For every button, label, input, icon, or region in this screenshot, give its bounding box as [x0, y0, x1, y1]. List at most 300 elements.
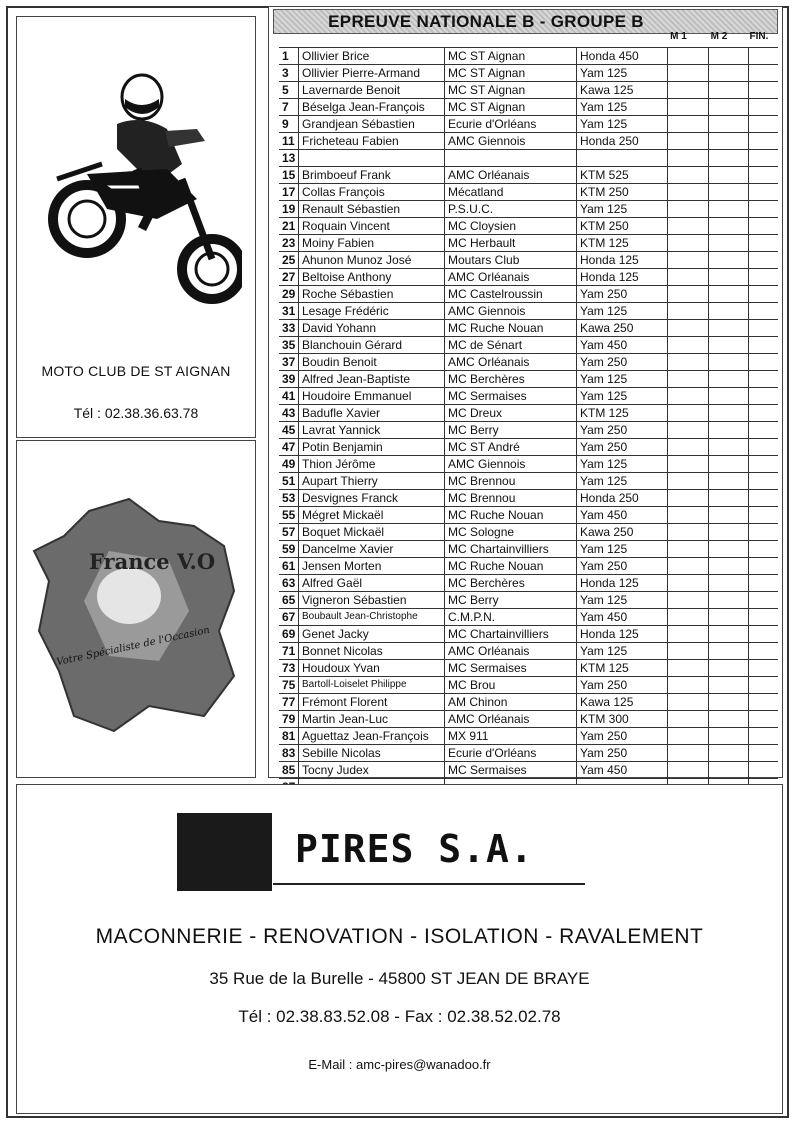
fin-cell — [749, 609, 778, 625]
fin-cell — [749, 660, 778, 676]
rider-club: MC Berchères — [445, 575, 577, 591]
rider-club: MC ST Aignan — [445, 82, 577, 98]
rider-club: MC Herbault — [445, 235, 577, 251]
rider-number: 85 — [279, 762, 299, 778]
fin-cell — [749, 643, 778, 659]
m1-cell — [668, 201, 709, 217]
m1-cell — [668, 626, 709, 642]
m1-cell — [668, 150, 709, 166]
m2-cell — [709, 218, 749, 234]
rider-number: 37 — [279, 354, 299, 370]
rider-bike: Yam 250 — [577, 422, 668, 438]
rider-bike: Yam 250 — [577, 286, 668, 302]
rider-bike: Honda 125 — [577, 269, 668, 285]
rider-number: 51 — [279, 473, 299, 489]
table-row — [279, 728, 778, 745]
rider-club: MC Chartainvilliers — [445, 626, 577, 642]
m2-cell — [709, 82, 749, 98]
m2-cell — [709, 371, 749, 387]
table-row — [279, 82, 778, 99]
rider-name: Collas François — [299, 184, 445, 200]
m1-cell — [668, 711, 709, 727]
rider-name: Boubault Jean-Christophe — [299, 609, 445, 625]
rider-bike: Kawa 125 — [577, 82, 668, 98]
rider-club: MC Berchères — [445, 371, 577, 387]
rider-name: Badufle Xavier — [299, 405, 445, 421]
rider-number: 19 — [279, 201, 299, 217]
m2-cell — [709, 558, 749, 574]
rider-number: 33 — [279, 320, 299, 336]
m2-cell — [709, 439, 749, 455]
rider-name: Martin Jean-Luc — [299, 711, 445, 727]
m1-cell — [668, 184, 709, 200]
rider-bike — [577, 150, 668, 166]
m1-cell — [668, 218, 709, 234]
rider-bike: Yam 125 — [577, 303, 668, 319]
rider-bike: Yam 250 — [577, 558, 668, 574]
m2-cell — [709, 354, 749, 370]
fin-cell — [749, 694, 778, 710]
table-row — [279, 507, 778, 524]
m1-cell — [668, 320, 709, 336]
rider-bike: KTM 525 — [577, 167, 668, 183]
rider-bike: Yam 125 — [577, 116, 668, 132]
m2-cell — [709, 660, 749, 676]
rider-club: MC ST André — [445, 439, 577, 455]
rider-name: Blanchouin Gérard — [299, 337, 445, 353]
company-name: PIRES S.A. — [295, 827, 534, 871]
table-row — [279, 133, 778, 150]
m2-cell — [709, 99, 749, 115]
table-row — [279, 269, 778, 286]
company-address: 35 Rue de la Burelle - 45800 ST JEAN DE BRAYE — [209, 969, 590, 988]
table-row — [279, 490, 778, 507]
rider-club: AMC Orléanais — [445, 643, 577, 659]
pires-sponsor-panel — [16, 784, 783, 1114]
col-header-m2: M 2 — [710, 31, 728, 42]
rider-bike: Honda 125 — [577, 252, 668, 268]
m1-cell — [668, 643, 709, 659]
fin-cell — [749, 456, 778, 472]
rider-club: MC Berry — [445, 422, 577, 438]
rider-bike: KTM 300 — [577, 711, 668, 727]
m1-cell — [668, 48, 709, 64]
rider-number: 15 — [279, 167, 299, 183]
rider-name: Aguettaz Jean-François — [299, 728, 445, 744]
m2-cell — [709, 133, 749, 149]
fin-cell — [749, 745, 778, 761]
table-row — [279, 201, 778, 218]
rider-number: 79 — [279, 711, 299, 727]
rider-number: 49 — [279, 456, 299, 472]
fin-cell — [749, 116, 778, 132]
rider-bike: Yam 250 — [577, 439, 668, 455]
m1-cell — [668, 303, 709, 319]
table-row — [279, 337, 778, 354]
table-row — [279, 116, 778, 133]
pires-logo-block — [177, 813, 272, 891]
m2-cell — [709, 65, 749, 81]
rider-number: 31 — [279, 303, 299, 319]
fin-cell — [749, 507, 778, 523]
table-row — [279, 286, 778, 303]
rider-bike: Kawa 125 — [577, 694, 668, 710]
col-header-fin: FIN. — [749, 31, 769, 42]
fin-cell — [749, 541, 778, 557]
fin-cell — [749, 303, 778, 319]
rider-bike: Yam 125 — [577, 541, 668, 557]
rider-number: 73 — [279, 660, 299, 676]
rider-club: AM Chinon — [445, 694, 577, 710]
rider-number: 71 — [279, 643, 299, 659]
rider-name: Aupart Thierry — [299, 473, 445, 489]
rider-bike: Yam 125 — [577, 201, 668, 217]
club-phone: Tél : 02.38.36.63.78 — [73, 405, 199, 421]
rider-club: MC Cloysien — [445, 218, 577, 234]
rider-bike: Yam 450 — [577, 762, 668, 778]
table-row — [279, 592, 778, 609]
company-email: E-Mail : amc-pires@wanadoo.fr — [308, 1057, 491, 1072]
m2-cell — [709, 201, 749, 217]
rider-name: Potin Benjamin — [299, 439, 445, 455]
m1-cell — [668, 677, 709, 693]
table-row — [279, 456, 778, 473]
m2-cell — [709, 269, 749, 285]
france-map-logo — [19, 481, 251, 751]
rider-number: 21 — [279, 218, 299, 234]
table-row — [279, 99, 778, 116]
m1-cell — [668, 694, 709, 710]
m2-cell — [709, 541, 749, 557]
rider-number: 63 — [279, 575, 299, 591]
rider-name: David Yohann — [299, 320, 445, 336]
m2-cell — [709, 422, 749, 438]
rider-number: 77 — [279, 694, 299, 710]
company-services: MACONNERIE - RENOVATION - ISOLATION - RAVALEMENT — [95, 925, 704, 948]
rider-name: Thion Jérôme — [299, 456, 445, 472]
rider-club: P.S.U.C. — [445, 201, 577, 217]
club-panel — [16, 16, 256, 438]
rider-number: 5 — [279, 82, 299, 98]
m1-cell — [668, 116, 709, 132]
rider-club — [445, 150, 577, 166]
fin-cell — [749, 558, 778, 574]
rider-number: 41 — [279, 388, 299, 404]
rider-club: AMC Giennois — [445, 303, 577, 319]
rider-bike: Yam 125 — [577, 643, 668, 659]
table-row — [279, 473, 778, 490]
rider-club: MC Berry — [445, 592, 577, 608]
rider-number: 75 — [279, 677, 299, 693]
rider-bike: Yam 125 — [577, 371, 668, 387]
table-row — [279, 660, 778, 677]
fin-cell — [749, 626, 778, 642]
m1-cell — [668, 660, 709, 676]
rider-bike: Kawa 250 — [577, 524, 668, 540]
m2-cell — [709, 48, 749, 64]
m2-cell — [709, 524, 749, 540]
table-row — [279, 609, 778, 626]
fin-cell — [749, 439, 778, 455]
rider-bike: Yam 250 — [577, 677, 668, 693]
rider-name: Ollivier Pierre-Armand — [299, 65, 445, 81]
rider-club: C.M.P.N. — [445, 609, 577, 625]
m1-cell — [668, 745, 709, 761]
fin-cell — [749, 388, 778, 404]
rider-club: MC Dreux — [445, 405, 577, 421]
rider-club: MC ST Aignan — [445, 99, 577, 115]
m1-cell — [668, 762, 709, 778]
m2-cell — [709, 677, 749, 693]
rider-number: 39 — [279, 371, 299, 387]
rider-number: 55 — [279, 507, 299, 523]
table-title: EPREUVE NATIONALE B - GROUPE B — [328, 12, 644, 31]
m2-cell — [709, 184, 749, 200]
table-row — [279, 643, 778, 660]
m1-cell — [668, 286, 709, 302]
rider-name: Lavernarde Benoit — [299, 82, 445, 98]
m2-cell — [709, 490, 749, 506]
rider-club: MC Sologne — [445, 524, 577, 540]
fin-cell — [749, 711, 778, 727]
rider-name: Mégret Mickaël — [299, 507, 445, 523]
table-row — [279, 252, 778, 269]
rider-name: Bonnet Nicolas — [299, 643, 445, 659]
fin-cell — [749, 354, 778, 370]
rider-number: 81 — [279, 728, 299, 744]
m2-cell — [709, 116, 749, 132]
m1-cell — [668, 473, 709, 489]
m1-cell — [668, 456, 709, 472]
table-row — [279, 524, 778, 541]
m2-cell — [709, 235, 749, 251]
fin-cell — [749, 762, 778, 778]
m2-cell — [709, 609, 749, 625]
rider-club: MC Ruche Nouan — [445, 320, 577, 336]
table-row — [279, 694, 778, 711]
m1-cell — [668, 490, 709, 506]
rider-number: 25 — [279, 252, 299, 268]
fin-cell — [749, 133, 778, 149]
rider-bike: Yam 450 — [577, 609, 668, 625]
table-row — [279, 575, 778, 592]
rider-bike: Honda 125 — [577, 575, 668, 591]
rider-name: Houdoux Yvan — [299, 660, 445, 676]
m1-cell — [668, 235, 709, 251]
rider-number: 23 — [279, 235, 299, 251]
rider-club: MC Ruche Nouan — [445, 507, 577, 523]
rider-name: Lavrat Yannick — [299, 422, 445, 438]
rider-club: MC ST Aignan — [445, 48, 577, 64]
m2-cell — [709, 150, 749, 166]
rider-club: Mécatland — [445, 184, 577, 200]
m2-cell — [709, 388, 749, 404]
fin-cell — [749, 490, 778, 506]
m1-cell — [668, 422, 709, 438]
rider-bike: Honda 250 — [577, 133, 668, 149]
rider-number: 61 — [279, 558, 299, 574]
m2-cell — [709, 745, 749, 761]
rider-number: 83 — [279, 745, 299, 761]
fin-cell — [749, 677, 778, 693]
m2-cell — [709, 507, 749, 523]
rider-club: MC Chartainvilliers — [445, 541, 577, 557]
rider-club: MX 911 — [445, 728, 577, 744]
rider-number: 13 — [279, 150, 299, 166]
rider-bike: Honda 450 — [577, 48, 668, 64]
rider-club: MC Brennou — [445, 490, 577, 506]
rider-bike: Yam 250 — [577, 354, 668, 370]
fin-cell — [749, 473, 778, 489]
col-header-m1: M 1 — [670, 31, 687, 42]
fin-cell — [749, 320, 778, 336]
rider-club: Moutars Club — [445, 252, 577, 268]
table-row — [279, 541, 778, 558]
francevo-panel — [16, 440, 256, 778]
rider-name: Brimboeuf Frank — [299, 167, 445, 183]
fin-cell — [749, 184, 778, 200]
rider-number: 65 — [279, 592, 299, 608]
rider-name: Boudin Benoit — [299, 354, 445, 370]
rider-name: Genet Jacky — [299, 626, 445, 642]
m2-cell — [709, 456, 749, 472]
rider-name: Houdoire Emmanuel — [299, 388, 445, 404]
rider-bike: KTM 125 — [577, 660, 668, 676]
rider-number: 29 — [279, 286, 299, 302]
rider-club: Ecurie d'Orléans — [445, 116, 577, 132]
rider-name: Alfred Jean-Baptiste — [299, 371, 445, 387]
m2-cell — [709, 286, 749, 302]
rider-name: Jensen Morten — [299, 558, 445, 574]
table-row — [279, 47, 778, 65]
fin-cell — [749, 337, 778, 353]
rider-club: MC Sermaises — [445, 388, 577, 404]
m2-cell — [709, 575, 749, 591]
rider-number: 7 — [279, 99, 299, 115]
m1-cell — [668, 388, 709, 404]
motocross-rider-illustration — [47, 69, 242, 314]
fin-cell — [749, 405, 778, 421]
rider-club: MC de Sénart — [445, 337, 577, 353]
rider-name: Alfred Gaël — [299, 575, 445, 591]
m2-cell — [709, 626, 749, 642]
table-row — [279, 150, 778, 167]
rider-number: 69 — [279, 626, 299, 642]
rider-number: 27 — [279, 269, 299, 285]
m2-cell — [709, 694, 749, 710]
rider-club: AMC Orléanais — [445, 354, 577, 370]
fin-cell — [749, 48, 778, 64]
rider-bike: Yam 250 — [577, 728, 668, 744]
m2-cell — [709, 592, 749, 608]
fin-cell — [749, 150, 778, 166]
company-underline — [273, 883, 585, 885]
fin-cell — [749, 728, 778, 744]
rider-club: AMC Orléanais — [445, 711, 577, 727]
m1-cell — [668, 728, 709, 744]
table-row — [279, 677, 778, 694]
m2-cell — [709, 167, 749, 183]
rider-number: 43 — [279, 405, 299, 421]
rider-name: Béselga Jean-François — [299, 99, 445, 115]
m1-cell — [668, 524, 709, 540]
fin-cell — [749, 286, 778, 302]
rider-number: 35 — [279, 337, 299, 353]
m2-cell — [709, 643, 749, 659]
rider-number: 53 — [279, 490, 299, 506]
rider-bike: Yam 125 — [577, 65, 668, 81]
rider-number: 11 — [279, 133, 299, 149]
rider-bike: Yam 125 — [577, 99, 668, 115]
rider-club: MC Brennou — [445, 473, 577, 489]
fin-cell — [749, 252, 778, 268]
francevo-brand: France V.O — [89, 549, 216, 574]
rider-number: 47 — [279, 439, 299, 455]
m1-cell — [668, 133, 709, 149]
table-row — [279, 745, 778, 762]
rider-club: MC Ruche Nouan — [445, 558, 577, 574]
rider-number: 57 — [279, 524, 299, 540]
m1-cell — [668, 371, 709, 387]
m1-cell — [668, 592, 709, 608]
rider-name — [299, 150, 445, 166]
m1-cell — [668, 541, 709, 557]
rider-club: AMC Orléanais — [445, 269, 577, 285]
table-row — [279, 762, 778, 779]
m2-cell — [709, 405, 749, 421]
table-row — [279, 167, 778, 184]
m1-cell — [668, 609, 709, 625]
rider-name: Grandjean Sébastien — [299, 116, 445, 132]
club-name: MOTO CLUB DE ST AIGNAN — [41, 363, 231, 379]
table-row — [279, 303, 778, 320]
m1-cell — [668, 575, 709, 591]
rider-number: 17 — [279, 184, 299, 200]
francevo-tagline: Votre Spécialiste de l'Occasion — [55, 624, 211, 669]
m1-cell — [668, 337, 709, 353]
table-row — [279, 626, 778, 643]
rider-bike: KTM 250 — [577, 184, 668, 200]
rider-club: AMC Orléanais — [445, 167, 577, 183]
rider-bike: Yam 125 — [577, 592, 668, 608]
company-phones: Tél : 02.38.83.52.08 - Fax : 02.38.52.02.78 — [238, 1007, 561, 1026]
table-row — [279, 65, 778, 82]
fin-cell — [749, 575, 778, 591]
table-row — [279, 405, 778, 422]
rider-name: Desvignes Franck — [299, 490, 445, 506]
m2-cell — [709, 728, 749, 744]
fin-cell — [749, 82, 778, 98]
rider-name: Frémont Florent — [299, 694, 445, 710]
fin-cell — [749, 524, 778, 540]
fin-cell — [749, 218, 778, 234]
rider-name: Lesage Frédéric — [299, 303, 445, 319]
table-row — [279, 388, 778, 405]
rider-name: Moiny Fabien — [299, 235, 445, 251]
m2-cell — [709, 303, 749, 319]
m1-cell — [668, 439, 709, 455]
table-row — [279, 354, 778, 371]
rider-name: Dancelme Xavier — [299, 541, 445, 557]
rider-number: 3 — [279, 65, 299, 81]
rider-number: 9 — [279, 116, 299, 132]
m1-cell — [668, 507, 709, 523]
m1-cell — [668, 99, 709, 115]
rider-name: Ahunon Munoz José — [299, 252, 445, 268]
rider-name: Sebille Nicolas — [299, 745, 445, 761]
m1-cell — [668, 354, 709, 370]
m2-cell — [709, 337, 749, 353]
